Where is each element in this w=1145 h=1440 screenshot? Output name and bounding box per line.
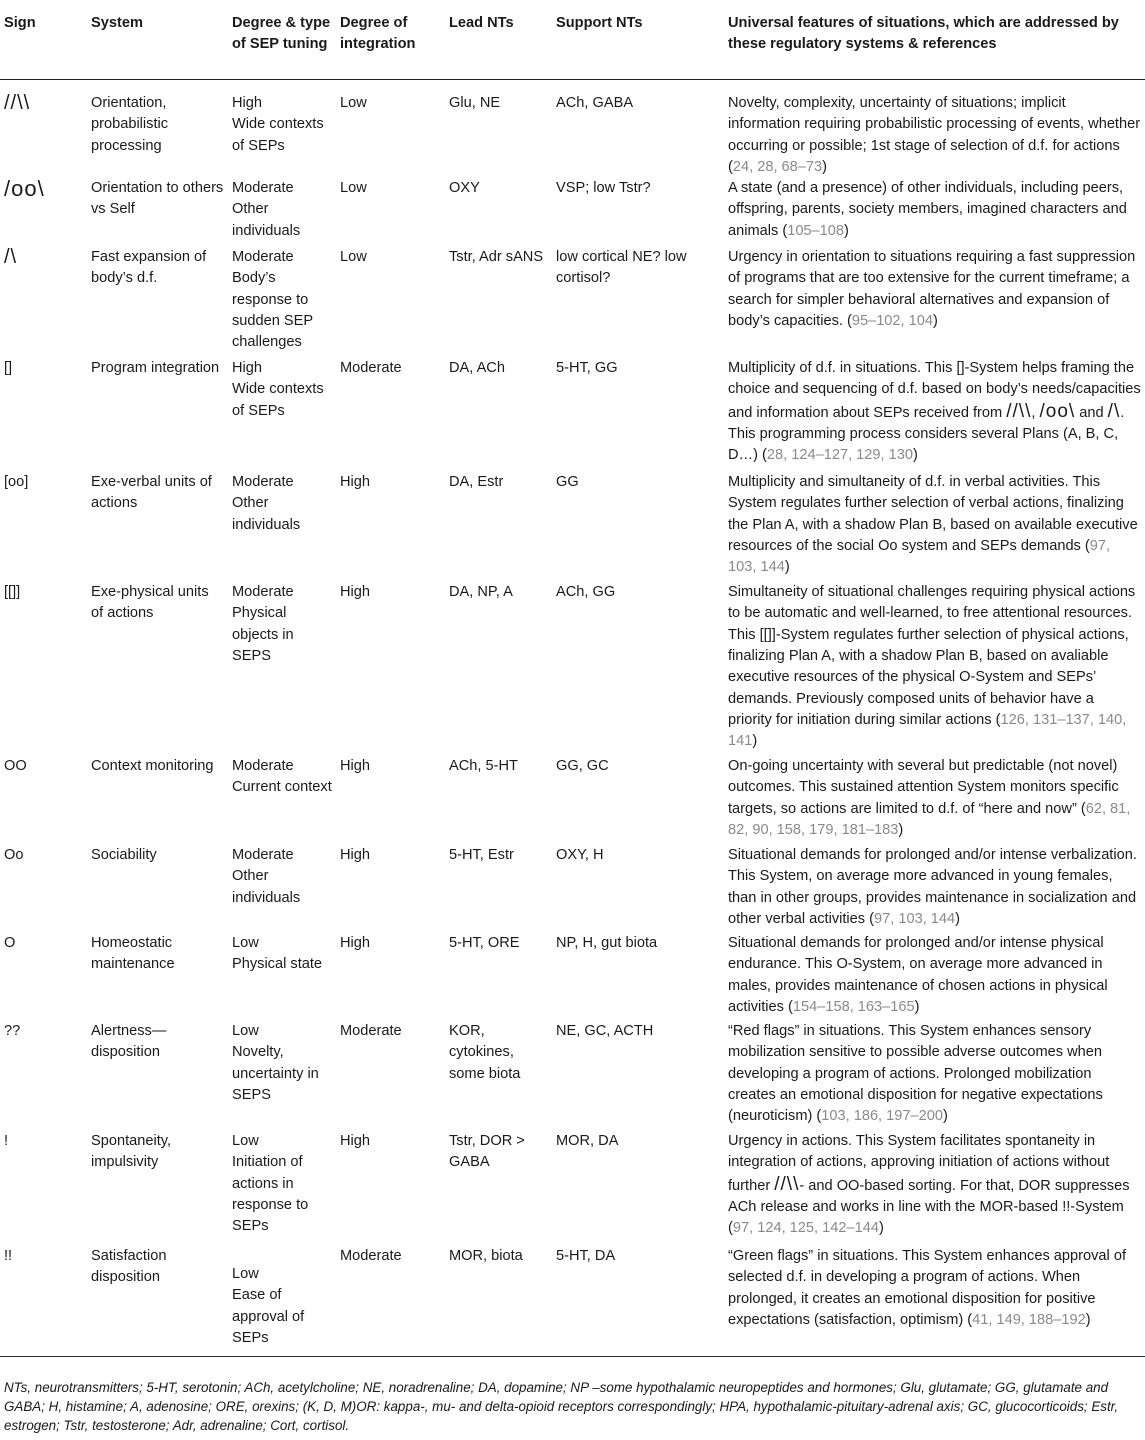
references: 154–158, 163–165 [792, 999, 915, 1016]
cell-sign: ! [4, 1133, 9, 1150]
header-integration: Degree of integration [336, 0, 445, 80]
cell-sign: OO [4, 758, 27, 775]
sign-glyph: //\\ [4, 92, 31, 114]
cell-degree: Low Ease of approval of SEPs [228, 1246, 336, 1357]
sign-glyph: //\\ [774, 1173, 800, 1195]
cell-degree: High Wide contexts of SEPs [232, 95, 324, 154]
cell-system: Sociability [91, 847, 157, 864]
cell-sign: [[]] [4, 584, 21, 601]
cell-support-nts: GG, GC [556, 758, 609, 775]
table-header-row [0, 0, 1145, 80]
cell-support-nts: low cortical NE? low cortisol? [556, 249, 687, 287]
header-system: System [87, 0, 228, 80]
references: 62, 81, 82, 90, 158, 179, 181–183 [728, 800, 1131, 839]
table-row [0, 845, 1145, 933]
cell-features: “Red flags” in situations. This System enhances sensory mobilization sensitive to possible adverse outcomes when developing a program of actions. Prolonged mobilization creates an emotional disposition for negative expectations (neuroticism) (103, 186, 197–200) [728, 1023, 1103, 1125]
cell-degree: Low Novelty, uncertainty in SEPS [232, 1023, 319, 1104]
cell-support-nts: 5-HT, GG [556, 360, 618, 377]
table-row [0, 80, 1145, 179]
cell-sign [0, 80, 87, 179]
cell-degree: Moderate Other individuals [232, 474, 301, 533]
cell-sign [0, 178, 87, 247]
cell-system: Orientation, probabilistic processing [91, 95, 169, 154]
cell-degree: High Wide contexts of SEPs [232, 360, 324, 419]
cell-system: Exe-verbal units of actions [91, 474, 212, 512]
cell-integration: High [340, 847, 371, 864]
cell-lead-nts: ACh, 5-HT [449, 758, 518, 775]
cell-features: Situational demands for prolonged and/or intense physical endurance. This O-System, on average more advanced in males, provides maintenance of chosen actions in physical activities (154–158, 163–165) [728, 935, 1108, 1016]
cell-features: A state (and a presence) of other individuals, including peers, offspring, parents, society members, imagined characters and animals (105–108) [728, 180, 1127, 239]
cell-lead-nts: DA, NP, A [449, 584, 513, 601]
cell-lead-nts: DA, Estr [449, 474, 504, 491]
table-row [0, 1246, 1145, 1357]
references: 28, 124–127, 129, 130 [766, 447, 913, 464]
cell-lead-nts: DA, ACh [449, 360, 505, 377]
cell-lead-nts: Tstr, DOR > GABA [449, 1133, 525, 1171]
cell-integration: Moderate [336, 1246, 445, 1357]
cell-support-nts: OXY, H [556, 847, 604, 864]
cell-features: Multiplicity of d.f. in situations. This []-System helps framing the choice and sequencing of d.f. based on body’s needs/capacities and information about SEPs received from //\\, /oo\ and /\. This programming process considers several Plans (A, B, C, D…) (28, 124–127, 129, 130) [728, 360, 1141, 464]
cell-integration: High [340, 758, 371, 775]
table-row [0, 756, 1145, 845]
table-row [0, 178, 1145, 247]
cell-features: On-going uncertainty with several but predictable (not novel) outcomes. This sustained attention System monitors specific targets, so actions are limited to d.f. of “here and now” (62, 81, 82, 90, 158, 179, 181–183) [728, 758, 1131, 839]
cell-support-nts: ACh, GABA [556, 95, 634, 111]
cell-system: Context monitoring [91, 758, 214, 775]
cell-system: Homeostatic maintenance [91, 935, 175, 973]
cell-degree: Low Physical state [232, 935, 323, 973]
references: 97, 103, 144 [874, 911, 956, 928]
cell-integration: Moderate [340, 360, 402, 377]
sign-glyph: //\\ [1006, 400, 1032, 422]
cell-lead-nts: 5-HT, Estr [449, 847, 514, 864]
cell-integration: High [340, 584, 371, 601]
sign-glyph: /\ [1107, 400, 1121, 422]
table-footnote: NTs, neurotransmitters; 5-HT, serotonin; ACh, acetylcholine; NE, noradrenaline; DA, dopamine; NP –some hypothalamic neuropeptides and hormones; Glu, glutamate; GG, glutamate and GABA; H, histamine; A, adenosine; ORE, orexins; (K, D, M)OR: kappa-, mu- and delta-opioid receptors correspondingly; HPA, hypothalamic-pituitary-adrenal axis; GC, glucocorticoids; Estr, estrogen; Tstr, testosterone; Adr, adrenaline; Cort, cortisol. [4, 1380, 1119, 1433]
cell-lead-nts: Glu, NE [449, 95, 501, 111]
cell-degree: Moderate Other individuals [232, 847, 301, 906]
cell-support-nts: NP, H, gut biota [556, 935, 658, 952]
cell-system: Satisfaction disposition [87, 1246, 228, 1357]
cell-lead-nts: OXY [449, 180, 480, 197]
cell-integration: Low [340, 180, 367, 197]
cell-system: Orientation to others vs Self [91, 180, 224, 218]
cell-system: Spontaneity, impulsivity [91, 1133, 172, 1171]
table-row [0, 933, 1145, 1021]
cell-support-nts: NE, GC, ACTH [556, 1023, 654, 1040]
sign-glyph: /\ [4, 246, 18, 269]
cell-sign: O [4, 935, 16, 952]
cell-integration: High [340, 935, 371, 952]
cell-support-nts: ACh, GG [556, 584, 616, 601]
cell-sign: [oo] [4, 474, 29, 491]
references: 24, 28, 68–73 [732, 158, 823, 175]
header-features: Universal features of situations, which are addressed by these regulatory systems & references [724, 0, 1145, 80]
table-row [0, 1131, 1145, 1246]
cell-system: Alertness—disposition [91, 1023, 167, 1061]
header-sign: Sign [0, 0, 87, 80]
table-row [0, 582, 1145, 756]
references: 41, 149, 188–192 [972, 1312, 1086, 1329]
header-support-nts: Support NTs [552, 0, 724, 80]
references: 97, 103, 144 [728, 538, 1111, 576]
cell-integration: Moderate [340, 1023, 402, 1040]
table-row [0, 472, 1145, 582]
references: 95–102, 104 [851, 313, 934, 330]
cell-support-nts: GG [556, 474, 579, 491]
cell-features: Multiplicity and simultaneity of d.f. in verbal activities. This System regulates further selection of verbal actions, finalizing the Plan A, with a shadow Plan B, based on available executive resources of the social Oo system and SEPs demands (97, 103, 144) [728, 474, 1138, 576]
cell-integration: Low [340, 249, 367, 266]
cell-system: Fast expansion of body’s d.f. [91, 249, 207, 287]
cell-lead-nts: KOR, cytokines, some biota [449, 1023, 521, 1082]
cell-features: Urgency in actions. This System facilitates spontaneity in integration of actions, approving initiation of actions without further //\\- and OO-based sorting. For that, DOR suppresses ACh release and works in line with the MOR-based !!-System (97, 124, 125, 142–144) [728, 1133, 1130, 1237]
cell-features: Simultaneity of situational challenges requiring physical actions to be automatic and well-learned, to free attentional resources. This [[]]-System regulates further selection of physical actions, finalizing Plan A, with a shadow Plan B, based on avaliable executive resources of the physical O-System and SEPs’ demands. Previously composed units of behavior have a priority for initiation during similar actions (126, 131–137, 140, 141) [728, 584, 1136, 750]
references: 126, 131–137, 140, 141 [728, 711, 1127, 750]
cell-support-nts: VSP; low Tstr? [556, 180, 651, 197]
cell-degree: Low Initiation of actions in response to SEPs [232, 1133, 309, 1235]
header-degree: Degree & type of SEP tuning [228, 0, 336, 80]
cell-lead-nts: MOR, biota [445, 1246, 552, 1357]
cell-features: Situational demands for prolonged and/or intense verbalization. This System, on average more advanced in young females, than in other groups, provides maintenance in socialization and other verbal activities (97, 103, 144) [728, 847, 1137, 928]
cell-features: Urgency in orientation to situations requiring a fast suppression of programs that are too extensive for the current timeframe; a search for simpler behavioral alternatives and expansion of body’s capacities. (95–102, 104) [728, 249, 1136, 330]
cell-integration: High [340, 1133, 371, 1150]
sign-glyph: /oo\ [4, 176, 45, 202]
cell-system: Exe-physical units of actions [91, 584, 209, 622]
cell-sign: !! [0, 1246, 87, 1357]
cell-sign: Oo [4, 847, 24, 864]
table-row [0, 1021, 1145, 1131]
cell-support-nts: MOR, DA [556, 1133, 619, 1150]
references: 105–108 [787, 222, 845, 239]
cell-features: “Green flags” in situations. This System enhances approval of selected d.f. in developing a program of actions. When prolonged, it creates an emotional disposition for positive expectations (satisfaction, optimism) (41, 149, 188–192) [724, 1246, 1145, 1357]
table-row [0, 358, 1145, 472]
cell-integration: High [340, 474, 371, 491]
references: 103, 186, 197–200 [821, 1108, 943, 1125]
cell-sign: [] [4, 360, 13, 377]
sign-glyph: /oo\ [1039, 400, 1076, 422]
cell-degree: Moderate Body’s response to sudden SEP challenges [232, 249, 313, 351]
cell-sign: ?? [4, 1023, 21, 1040]
header-lead-nts: Lead NTs [445, 0, 552, 80]
cell-lead-nts: Tstr, Adr sANS [449, 249, 544, 266]
cell-sign [0, 247, 87, 358]
cell-degree: Moderate Current context [232, 758, 332, 796]
cell-lead-nts: 5-HT, ORE [449, 935, 520, 952]
cell-degree: Moderate Physical objects in SEPS [232, 584, 294, 665]
cell-support-nts: 5-HT, DA [552, 1246, 724, 1357]
cell-features: Novelty, complexity, uncertainty of situations; implicit information requiring probabilistic processing of events, whether occurring or possible; 1st stage of selection of d.f. for actions (24, 28, 68–73) [728, 95, 1141, 175]
table-row [0, 247, 1145, 358]
cell-integration: Low [340, 95, 367, 111]
cell-degree: Moderate Other individuals [232, 180, 301, 239]
references: 97, 124, 125, 142–144 [732, 1220, 879, 1237]
cell-system: Program integration [91, 360, 220, 377]
